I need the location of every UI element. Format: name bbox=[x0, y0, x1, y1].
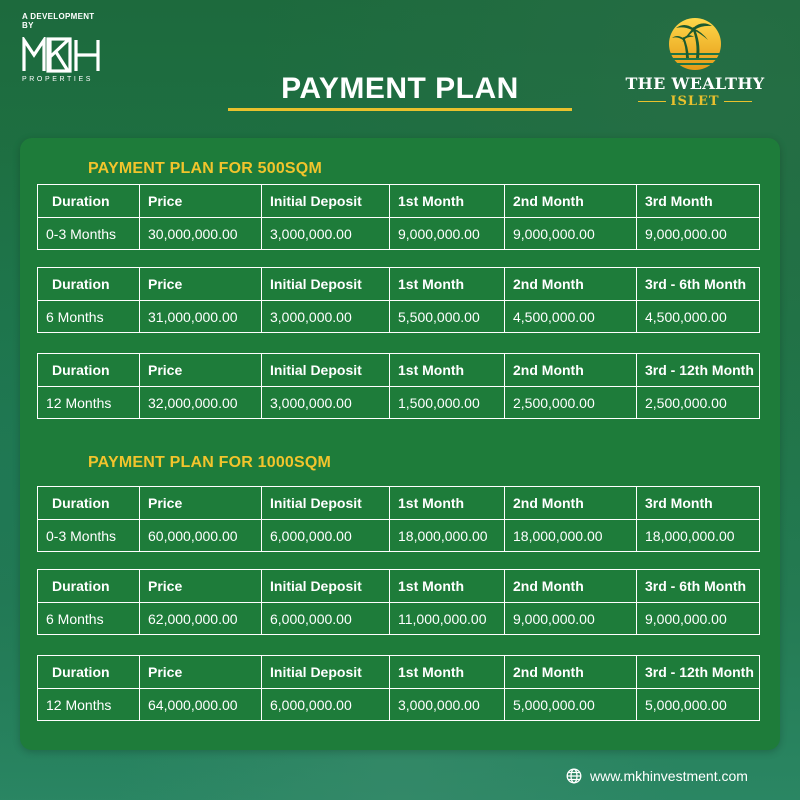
header-cell: 3rd - 12th Month bbox=[637, 656, 760, 689]
header-cell: 2nd Month bbox=[505, 487, 637, 520]
value-cell: 5,000,000.00 bbox=[637, 689, 760, 721]
value-cell: 1,500,000.00 bbox=[390, 387, 505, 419]
value-cell: 9,000,000.00 bbox=[390, 218, 505, 250]
footer-website[interactable] bbox=[566, 768, 748, 784]
value-cell: 2,500,000.00 bbox=[505, 387, 637, 419]
header-cell: Initial Deposit bbox=[262, 487, 390, 520]
developer-tagline: A DEVELOPMENT BY bbox=[22, 12, 95, 30]
value-cell: 11,000,000.00 bbox=[390, 603, 505, 635]
header-cell: 1st Month bbox=[390, 570, 505, 603]
value-cell: 64,000,000.00 bbox=[140, 689, 262, 721]
value-cell: 60,000,000.00 bbox=[140, 520, 262, 552]
value-cell: 3,000,000.00 bbox=[390, 689, 505, 721]
value-cell: 18,000,000.00 bbox=[505, 520, 637, 552]
header-cell: Initial Deposit bbox=[262, 570, 390, 603]
header-cell: 2nd Month bbox=[505, 354, 637, 387]
header-cell: 3rd - 6th Month bbox=[637, 570, 760, 603]
value-cell: 0-3 Months bbox=[38, 218, 140, 250]
header-cell: Duration bbox=[38, 268, 140, 301]
header-cell: Price bbox=[140, 570, 262, 603]
value-cell: 9,000,000.00 bbox=[505, 603, 637, 635]
header-cell: 3rd - 6th Month bbox=[637, 268, 760, 301]
table-row bbox=[38, 520, 760, 552]
mkh-logo-icon bbox=[22, 37, 100, 73]
plan-table-500-6-months bbox=[37, 267, 760, 333]
header-cell: 3rd - 12th Month bbox=[637, 354, 760, 387]
header-cell: Duration bbox=[38, 656, 140, 689]
header-cell: Initial Deposit bbox=[262, 268, 390, 301]
section-heading-500sqm: PAYMENT PLAN FOR 500SQM bbox=[88, 160, 322, 177]
value-cell: 9,000,000.00 bbox=[505, 218, 637, 250]
table-header-row bbox=[38, 354, 760, 387]
value-cell: 12 Months bbox=[38, 689, 140, 721]
value-cell: 3,000,000.00 bbox=[262, 387, 390, 419]
header-cell: 2nd Month bbox=[505, 656, 637, 689]
value-cell: 6,000,000.00 bbox=[262, 520, 390, 552]
table-row bbox=[38, 689, 760, 721]
plan-table-1000-0-3-months bbox=[37, 486, 760, 552]
header-cell: 2nd Month bbox=[505, 185, 637, 218]
value-cell: 2,500,000.00 bbox=[637, 387, 760, 419]
value-cell: 62,000,000.00 bbox=[140, 603, 262, 635]
header-cell: Duration bbox=[38, 185, 140, 218]
value-cell: 18,000,000.00 bbox=[390, 520, 505, 552]
header-cell: 3rd Month bbox=[637, 487, 760, 520]
value-cell: 32,000,000.00 bbox=[140, 387, 262, 419]
header-cell: Duration bbox=[38, 354, 140, 387]
header-cell: Price bbox=[140, 185, 262, 218]
section-heading-1000sqm: PAYMENT PLAN FOR 1000SQM bbox=[88, 454, 332, 471]
table-row bbox=[38, 218, 760, 250]
table-header-row bbox=[38, 268, 760, 301]
brand-name-line1: THE WEALTHY bbox=[625, 74, 765, 93]
table-header-row bbox=[38, 487, 760, 520]
value-cell: 31,000,000.00 bbox=[140, 301, 262, 333]
header-cell: 1st Month bbox=[390, 487, 505, 520]
header-cell: 2nd Month bbox=[505, 268, 637, 301]
header-cell: Initial Deposit bbox=[262, 354, 390, 387]
header-cell: Duration bbox=[38, 570, 140, 603]
value-cell: 6 Months bbox=[38, 603, 140, 635]
header-cell: Price bbox=[140, 268, 262, 301]
brand-name-line2: ISLET bbox=[670, 94, 720, 109]
header-cell: Price bbox=[140, 487, 262, 520]
value-cell: 9,000,000.00 bbox=[637, 218, 760, 250]
value-cell: 4,500,000.00 bbox=[637, 301, 760, 333]
header-cell: 3rd Month bbox=[637, 185, 760, 218]
header-cell: Initial Deposit bbox=[262, 185, 390, 218]
table-row bbox=[38, 603, 760, 635]
header-cell: 1st Month bbox=[390, 268, 505, 301]
plan-table-500-0-3-months bbox=[37, 184, 760, 250]
website-link[interactable]: www.mkhinvestment.com bbox=[590, 768, 748, 784]
value-cell: 12 Months bbox=[38, 387, 140, 419]
plan-table-1000-6-months bbox=[37, 569, 760, 635]
value-cell: 3,000,000.00 bbox=[262, 218, 390, 250]
header-cell: 2nd Month bbox=[505, 570, 637, 603]
value-cell: 4,500,000.00 bbox=[505, 301, 637, 333]
header-cell: Duration bbox=[38, 487, 140, 520]
value-cell: 6,000,000.00 bbox=[262, 689, 390, 721]
value-cell: 3,000,000.00 bbox=[262, 301, 390, 333]
header-cell: Price bbox=[140, 354, 262, 387]
mkh-logo-mark bbox=[22, 36, 102, 74]
page-title: PAYMENT PLAN bbox=[281, 72, 519, 105]
value-cell: 5,000,000.00 bbox=[505, 689, 637, 721]
header-cell: Initial Deposit bbox=[262, 656, 390, 689]
value-cell: 6 Months bbox=[38, 301, 140, 333]
header-cell: 1st Month bbox=[390, 656, 505, 689]
plan-table-500-12-months bbox=[37, 353, 760, 419]
value-cell: 0-3 Months bbox=[38, 520, 140, 552]
header-cell: 1st Month bbox=[390, 185, 505, 218]
header-cell: 1st Month bbox=[390, 354, 505, 387]
globe-icon bbox=[566, 768, 582, 784]
table-header-row bbox=[38, 656, 760, 689]
plan-table-1000-12-months bbox=[37, 655, 760, 721]
header-cell: Price bbox=[140, 656, 262, 689]
palm-sun-icon bbox=[662, 14, 728, 72]
value-cell: 30,000,000.00 bbox=[140, 218, 262, 250]
value-cell: 5,500,000.00 bbox=[390, 301, 505, 333]
table-row bbox=[38, 301, 760, 333]
table-header-row bbox=[38, 570, 760, 603]
table-row bbox=[38, 387, 760, 419]
value-cell: 9,000,000.00 bbox=[637, 603, 760, 635]
value-cell: 6,000,000.00 bbox=[262, 603, 390, 635]
value-cell: 18,000,000.00 bbox=[637, 520, 760, 552]
table-header-row bbox=[38, 185, 760, 218]
title-underline bbox=[228, 108, 572, 111]
developer-subtitle: PROPERTIES bbox=[22, 76, 93, 83]
